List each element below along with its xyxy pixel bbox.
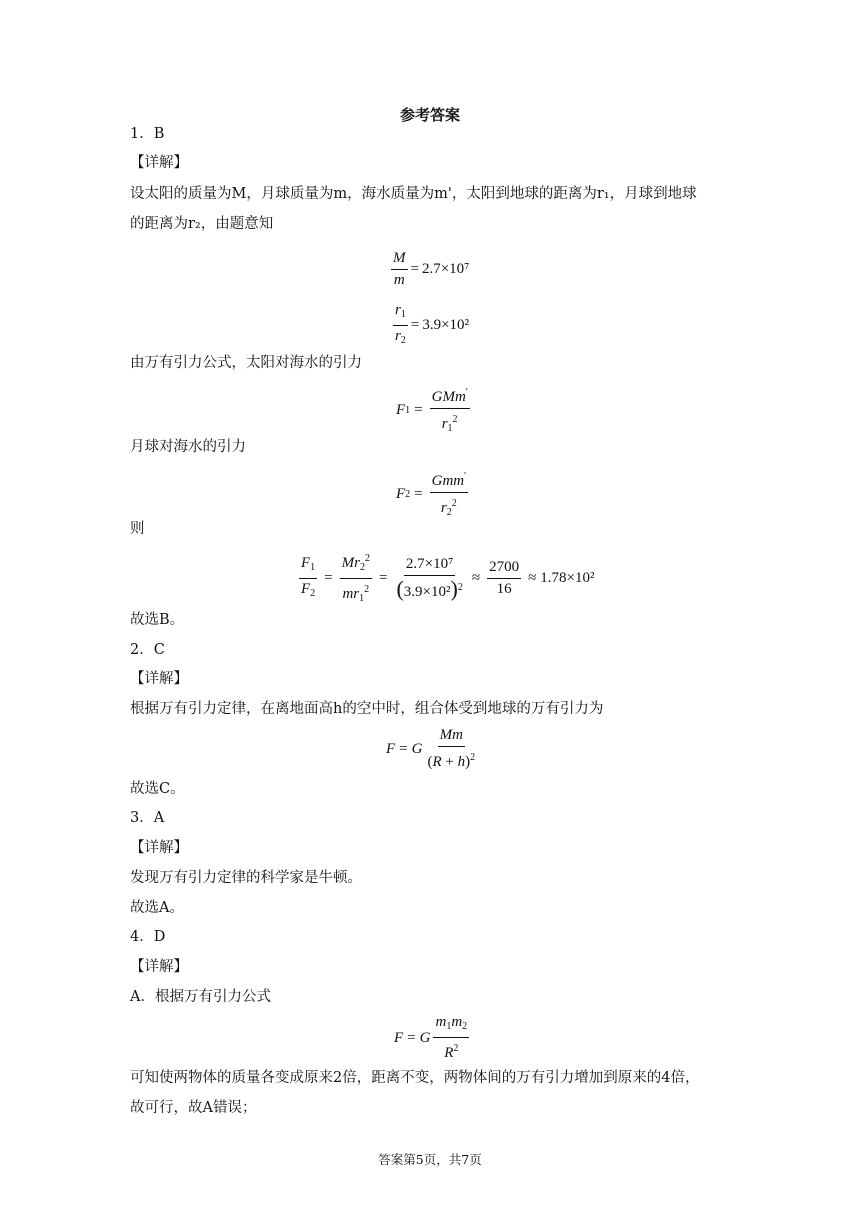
q4-detail-heading: 【详解】 [130, 959, 188, 975]
q1-conclusion: 故选B。 [130, 612, 185, 628]
eq-gravitation-general: F = G $\frac{m_1m_2}{R^2}$ [394, 1014, 468, 1061]
q2-answer: 2．C [130, 642, 165, 658]
q2-conclusion: 故选C。 [130, 781, 185, 797]
q3-text: 发现万有引力定律的科学家是牛顿。 [130, 870, 362, 886]
eq-mass-ratio: $\frac{M}{m}$ = 2.7×10⁷ [393, 250, 470, 288]
ratio-numerator: 2.7×10⁷ [404, 556, 455, 576]
q4-text-b: 可知使两物体的质量各变成原来2倍，距离不变，两物体间的万有引力增加到原来的4倍， [130, 1070, 700, 1086]
q1-detail-heading: 【详解】 [130, 155, 188, 171]
q3-answer: 3．A [130, 810, 165, 826]
q3-conclusion: 故选A。 [130, 900, 184, 916]
eq-gravitation-height: F = G $\frac{Mm}{(R + h)^2}$ [386, 727, 476, 770]
q1-moon-force-text: 月球对海水的引力 [130, 439, 246, 455]
approx-numerator: 2700 [487, 559, 521, 579]
approx-denominator: 16 [496, 581, 512, 597]
q4-text-c: 故可行，故A错误； [130, 1100, 257, 1116]
q1-intro-line2: 的距离为r₂，由题意知 [130, 216, 274, 232]
q1-then: 则 [130, 521, 145, 537]
distance-ratio-value: 3.9×10² [422, 317, 470, 333]
eq-distance-ratio: $\frac{r_1}{r_2}$ = 3.9×10² [395, 302, 470, 346]
ratio-denominator-base: 3.9×10² [403, 584, 451, 600]
q4-answer: 4．D [130, 929, 166, 945]
eq-moon-force: F 2 = $\frac{Gmm'}{r_2^2}$ [396, 468, 471, 521]
q2-detail-heading: 【详解】 [130, 671, 188, 687]
q4-text-a: A．根据万有引力公式 [130, 989, 271, 1005]
q2-text: 根据万有引力定律，在离地面高h的空中时，组合体受到地球的万有引力为 [130, 701, 604, 717]
q1-intro-line1: 设太阳的质量为M，月球质量为m，海水质量为m'，太阳到地球的距离为r₁，月球到地球 [130, 186, 697, 202]
q1-sun-force-text: 由万有引力公式，太阳对海水的引力 [130, 355, 362, 371]
approx-result: 1.78×10² [540, 570, 595, 586]
eq-force-ratio: $\frac{F_1}{F_2}$ = $\frac{Mr_2^2}{mr_1^2}$ = $\frac{\text{2.7×10⁷}}{(3.9\times 10^2)^2}$ ≈ $\frac{2700}{16}$ ≈ 1.78×10² [296, 550, 595, 607]
page-title: 参考答案 [399, 106, 460, 124]
eq-sun-force: F 1 = $\frac{GMm'}{r_1^2}$ [396, 384, 473, 437]
q1-answer: 1．B [130, 126, 165, 142]
q3-detail-heading: 【详解】 [130, 840, 188, 856]
mass-ratio-value: 2.7×10⁷ [421, 261, 470, 277]
page-footer: 答案第5页，共7页 [378, 1152, 482, 1167]
